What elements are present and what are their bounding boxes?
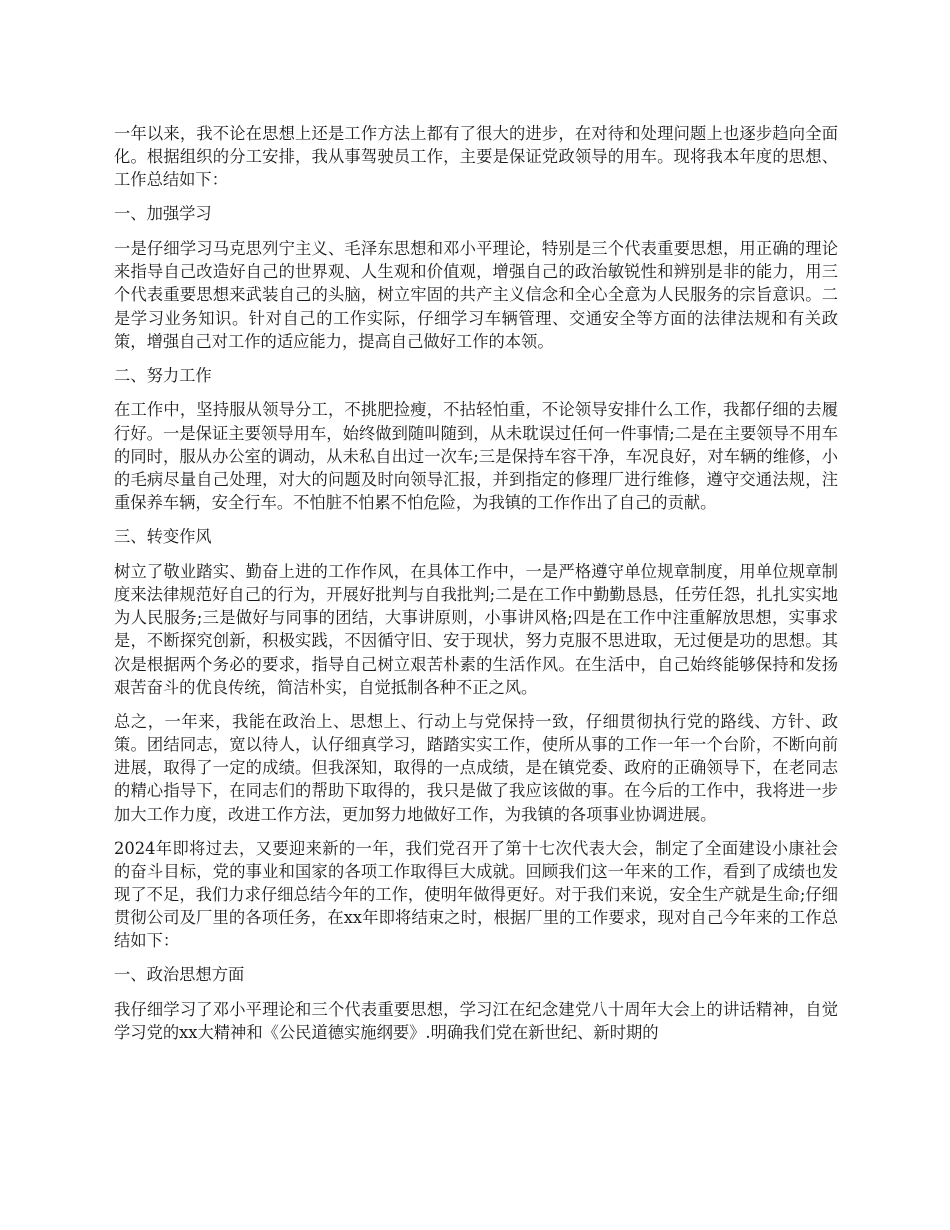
paragraph-year-review: 2024年即将过去，又要迎来新的一年，我们党召开了第十七次代表大会，制定了全面建设小康社会的奋斗目标，党的事业和国家的各项工作取得巨大成就。回顾我们这一年来的工作，看到了成绩也发现了不足，我们力求仔细总结今年的工作，使明年做得更好。对于我们来说，安全生产就是生命;仔细贯彻公司及厂里的各项任务，在xx年即将结束之时，根据厂里的工作要求，现对自己今年来的工作总结如下： [114, 838, 838, 951]
paragraph-work: 在工作中，坚持服从领导分工，不挑肥捡瘦，不拈轻怕重，不论领导安排什么工作，我都仔细的去履行好。一是保证主要领导用车，始终做到随叫随到，从未耽误过任何一件事情;二是在主要领导不用车的同时，服从办公室的调动，从未私自出过一次车;三是保持车容干净，车况良好，对车辆的维修，小的毛病尽量自己处理，对大的问题及时向领导汇报，并到指定的修理厂进行维修，遵守交通法规，注重保养车辆，安全行车。不怕脏不怕累不怕危险，为我镇的工作作出了自己的贡献。 [114, 400, 838, 513]
paragraph-study: 一是仔细学习马克思列宁主义、毛泽东思想和邓小平理论，特别是三个代表重要思想，用正确的理论来指导自己改造好自己的世界观、人生观和价值观，增强自己的政治敏锐性和辨别是非的能力，用三个代表重要思想来武装自己的头脑，树立牢固的共产主义信念和全心全意为人民服务的宗旨意识。二是学习业务知识。针对自己的工作实际，仔细学习车辆管理、交通安全等方面的法律法规和有关政策，增强自己对工作的适应能力，提高自己做好工作的本领。 [114, 239, 838, 351]
section-heading-work: 二、努力工作 [114, 365, 212, 385]
paragraph-summary: 总之，一年来，我能在政治上、思想上、行动上与党保持一致，仔细贯彻执行党的路线、方针、政策。团结同志，宽以待人，认仔细真学习，踏踏实实工作，使所从事的工作一年一个台阶，不断向前进展，取得了一定的成绩。但我深知，取得的一点成绩，是在镇党委、政府的正确领导下，在老同志的精心指导下，在同志们的帮助下取得的，我只是做了我应该做的事。在今后的工作中，我将进一步加大工作力度，改进工作方法，更加努力地做好工作，为我镇的各项事业协调进展。 [114, 711, 838, 824]
paragraph-political: 我仔细学习了邓小平理论和三个代表重要思想，学习江在纪念建党八十周年大会上的讲话精神，自觉学习党的xx大精神和《公民道德实施纲要》.明确我们党在新世纪、新时期的 [114, 1000, 838, 1043]
section-heading-political: 一、政治思想方面 [114, 965, 245, 985]
section-heading-study: 一、加强学习 [114, 204, 212, 224]
paragraph-intro: 一年以来，我不论在思想上还是工作方法上都有了很大的进步，在对待和处理问题上也逐步趋向全面化。根据组织的分工安排，我从事驾驶员工作，主要是保证党政领导的用车。现将我本年度的思想、工作总结如下： [114, 124, 838, 190]
paragraph-style: 树立了敬业踏实、勤奋上进的工作作风，在具体工作中，一是严格遵守单位规章制度，用单位规章制度来法律规范好自己的行为，开展好批判与自我批判;二是在工作中勤勤恳恳，任劳任怨，扎扎实实地为人民服务;三是做好与同事的团结，大事讲原则，小事讲风格;四是在工作中注重解放思想，实事求是，不断探究创新，积极实践，不因循守旧、安于现状，努力克服不思进取，无过便是功的思想。其次是根据两个务必的要求，指导自己树立艰苦朴素的生活作风。在生活中，自己始终能够保持和发扬艰苦奋斗的优良传统，简洁朴实，自觉抵制各种不正之风。 [114, 561, 838, 697]
document-body [114, 122, 838, 1055]
section-heading-style: 三、转变作风 [114, 527, 212, 547]
